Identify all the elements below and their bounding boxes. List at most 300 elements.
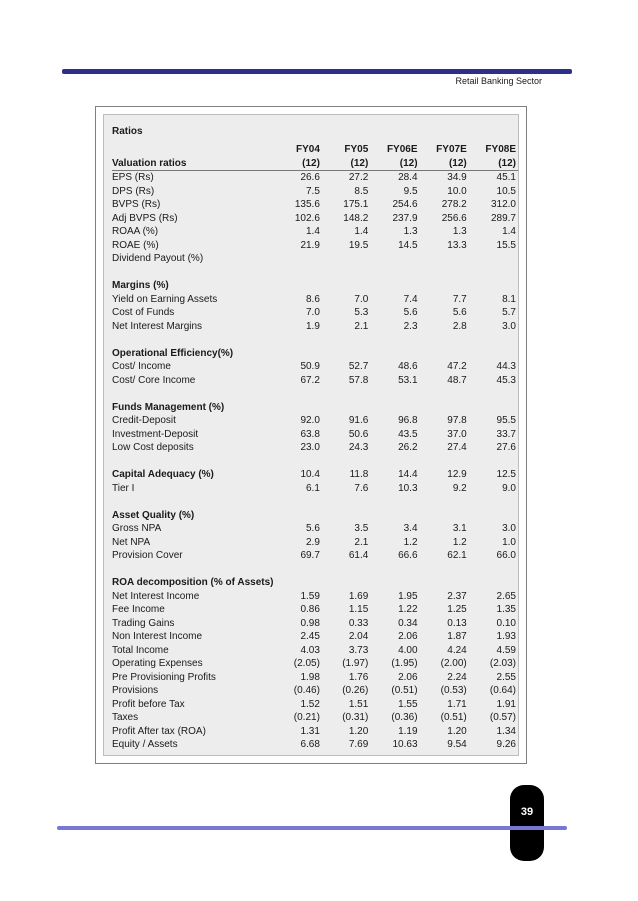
- table-row: [112, 603, 518, 617]
- row-value: [322, 495, 370, 509]
- row-value: (12): [322, 157, 370, 171]
- row-value: [469, 509, 518, 523]
- row-value: 2.65: [496, 590, 516, 602]
- row-value: 1.93: [496, 631, 516, 642]
- column-header: FY08E: [485, 144, 516, 155]
- row-value: [274, 455, 322, 469]
- row-value: 27.4: [447, 442, 467, 453]
- table-row: [112, 306, 518, 320]
- row-value: 289.7: [490, 212, 516, 224]
- row-value: [469, 563, 518, 577]
- row-label: Total Income: [112, 644, 169, 656]
- row-value: 21.9: [300, 239, 320, 251]
- row-value: 1.25: [447, 604, 467, 615]
- row-label: ROA decomposition (% of Assets): [112, 577, 274, 588]
- table-row: [112, 320, 518, 334]
- row-value: 10.0: [447, 185, 467, 197]
- row-value: 2.1: [354, 320, 369, 332]
- row-value: 4.59: [496, 644, 516, 656]
- row-label: BVPS (Rs): [112, 199, 161, 210]
- row-value: [370, 333, 419, 347]
- row-value: 9.26: [496, 739, 516, 750]
- row-value: (0.64): [489, 685, 516, 696]
- section-header-row: [112, 279, 518, 293]
- row-value: 1.4: [502, 226, 516, 237]
- row-label: Asset Quality (%): [112, 509, 195, 521]
- row-value: 92.0: [300, 415, 320, 426]
- section-header-row: [112, 401, 518, 415]
- row-value: [420, 387, 469, 401]
- row-value: [420, 509, 469, 523]
- row-value: 34.9: [447, 172, 467, 183]
- row-value: [370, 563, 419, 577]
- row-value: [370, 347, 419, 361]
- row-value: [322, 266, 370, 280]
- row-label: Operating Expenses: [112, 658, 203, 669]
- row-value: 50.9: [300, 361, 320, 372]
- row-value: 57.8: [348, 374, 369, 386]
- section-header-row: [112, 157, 518, 171]
- table-row: [112, 293, 518, 307]
- row-label: [112, 563, 274, 577]
- section-header-row: [112, 347, 518, 361]
- row-value: 14.5: [398, 239, 418, 251]
- row-value: [322, 576, 370, 590]
- row-label: Adj BVPS (Rs): [112, 212, 178, 224]
- row-value: (0.21): [293, 712, 320, 723]
- row-value: 63.8: [300, 428, 320, 440]
- row-value: (0.36): [391, 712, 418, 723]
- row-value: 7.0: [354, 293, 369, 305]
- row-value: 0.86: [300, 604, 320, 615]
- row-value: (2.05): [293, 658, 320, 669]
- row-label: [112, 266, 274, 280]
- row-value: 0.10: [496, 617, 516, 629]
- row-value: 2.24: [447, 671, 467, 683]
- row-value: [420, 266, 469, 280]
- spacer-row: [112, 266, 518, 280]
- row-value: [274, 333, 322, 347]
- row-value: 1.2: [403, 536, 418, 548]
- row-value: 312.0: [490, 199, 516, 210]
- spacer-row: [112, 387, 518, 401]
- row-value: [274, 576, 322, 590]
- row-value: (12): [370, 157, 419, 171]
- row-value: 26.6: [300, 172, 320, 183]
- column-header-row: [112, 143, 518, 157]
- row-label: Non Interest Income: [112, 631, 203, 642]
- table-row: [112, 198, 518, 212]
- row-value: [370, 401, 419, 415]
- table-row: [112, 630, 518, 644]
- row-value: 278.2: [441, 199, 467, 210]
- row-value: 0.98: [300, 617, 320, 629]
- spacer-row: [112, 563, 518, 577]
- row-value: 2.45: [300, 631, 320, 642]
- row-value: [322, 455, 370, 469]
- row-value: 43.5: [398, 428, 418, 440]
- row-value: 28.4: [398, 172, 418, 183]
- row-value: 13.3: [447, 239, 467, 251]
- row-value: 4.24: [447, 644, 467, 656]
- row-value: [420, 347, 469, 361]
- row-value: 2.9: [306, 536, 320, 548]
- row-value: 69.7: [300, 550, 320, 561]
- row-value: 1.3: [452, 226, 467, 237]
- row-value: 1.35: [496, 604, 516, 615]
- row-value: [420, 495, 469, 509]
- row-value: 4.00: [398, 644, 418, 656]
- row-value: 15.5: [496, 239, 516, 251]
- table-row: [112, 239, 518, 253]
- row-value: 1.71: [447, 698, 467, 710]
- row-label: Cost/ Core Income: [112, 374, 196, 386]
- row-value: 53.1: [398, 374, 418, 386]
- row-value: [274, 266, 322, 280]
- row-value: 96.8: [398, 415, 418, 426]
- row-value: [469, 387, 518, 401]
- row-value: 1.0: [502, 536, 516, 548]
- row-value: 44.3: [496, 361, 516, 372]
- row-value: [322, 401, 370, 415]
- row-value: (0.51): [391, 685, 418, 696]
- section-header-row: [112, 468, 518, 482]
- row-value: [322, 563, 370, 577]
- table-row: [112, 657, 518, 671]
- row-value: 2.37: [447, 590, 467, 602]
- row-value: [322, 333, 370, 347]
- ratios-panel-inner: [103, 114, 519, 756]
- row-label: Cost of Funds: [112, 307, 175, 318]
- row-value: 2.1: [354, 536, 369, 548]
- column-header-blank: [112, 143, 274, 157]
- column-header: FY06E: [386, 144, 418, 155]
- row-label: Net Interest Income: [112, 590, 200, 602]
- row-label: ROAE (%): [112, 239, 159, 251]
- row-value: 5.7: [502, 307, 516, 318]
- row-value: (12): [469, 157, 518, 171]
- table-row: [112, 374, 518, 388]
- row-value: 1.91: [496, 698, 516, 710]
- section-header-row: [112, 576, 518, 590]
- row-value: 9.54: [447, 739, 467, 750]
- row-value: 254.6: [392, 199, 418, 210]
- row-value: 24.3: [348, 442, 369, 453]
- panel-title: Ratios: [112, 126, 143, 137]
- table-row: [112, 171, 518, 185]
- row-value: [274, 509, 322, 523]
- row-value: [469, 495, 518, 509]
- row-value: [469, 252, 518, 266]
- row-value: 9.0: [502, 482, 516, 494]
- spacer-row: [112, 495, 518, 509]
- row-value: 45.1: [496, 172, 516, 183]
- row-label: [112, 333, 274, 347]
- column-header: FY04: [296, 144, 320, 155]
- table-row: [112, 482, 518, 496]
- row-label: [112, 387, 274, 401]
- row-value: 48.7: [447, 374, 467, 386]
- row-value: [322, 347, 370, 361]
- row-value: [274, 563, 322, 577]
- row-value: [370, 252, 419, 266]
- row-value: 91.6: [348, 415, 369, 426]
- row-value: 1.3: [403, 226, 418, 237]
- section-header-row: [112, 509, 518, 523]
- row-value: 8.6: [306, 293, 320, 305]
- row-label: Trading Gains: [112, 617, 175, 629]
- row-label: DPS (Rs): [112, 185, 155, 197]
- row-value: [469, 347, 518, 361]
- row-value: 2.06: [398, 631, 418, 642]
- row-label: Valuation ratios: [112, 157, 274, 171]
- row-value: 95.5: [496, 415, 516, 426]
- row-value: 1.98: [300, 671, 320, 683]
- table-row: [112, 725, 518, 739]
- row-label: ROAA (%): [112, 226, 159, 237]
- row-value: 6.68: [300, 739, 320, 750]
- table-row: [112, 549, 518, 563]
- table-row: [112, 536, 518, 550]
- row-value: 175.1: [343, 199, 369, 210]
- row-value: 9.5: [403, 185, 418, 197]
- row-label: Net Interest Margins: [112, 320, 203, 332]
- column-header: FY05: [344, 144, 369, 155]
- row-value: 1.55: [398, 698, 418, 710]
- row-value: 1.87: [447, 631, 467, 642]
- row-value: 14.4: [398, 469, 418, 480]
- table-row: [112, 212, 518, 226]
- page-number: 39: [520, 806, 534, 818]
- row-value: 19.5: [348, 239, 369, 251]
- row-value: 256.6: [441, 212, 467, 224]
- spacer-row: [112, 333, 518, 347]
- row-value: 10.4: [300, 469, 320, 480]
- row-value: 0.33: [348, 617, 369, 629]
- row-label: [112, 495, 274, 509]
- page-number-tab: [510, 785, 544, 861]
- row-value: 7.6: [354, 482, 369, 494]
- row-value: 1.20: [348, 725, 369, 737]
- row-value: 2.8: [452, 320, 467, 332]
- row-value: 3.5: [354, 523, 369, 534]
- table-row: [112, 671, 518, 685]
- row-value: (12): [420, 157, 469, 171]
- row-value: [469, 455, 518, 469]
- row-value: [370, 455, 419, 469]
- row-label: Net NPA: [112, 536, 151, 548]
- row-value: [469, 401, 518, 415]
- row-value: 10.5: [496, 185, 516, 197]
- row-value: (2.03): [489, 658, 516, 669]
- row-value: [370, 266, 419, 280]
- row-value: 1.76: [348, 671, 369, 683]
- row-value: 3.1: [452, 523, 467, 534]
- table-row: [112, 698, 518, 712]
- row-value: [370, 576, 419, 590]
- row-value: 61.4: [348, 550, 369, 561]
- row-value: 7.7: [452, 293, 467, 305]
- row-value: 5.3: [354, 307, 369, 318]
- table-row: [112, 441, 518, 455]
- row-value: [274, 401, 322, 415]
- row-value: [322, 252, 370, 266]
- row-value: 7.69: [348, 739, 369, 750]
- row-value: 5.6: [403, 307, 418, 318]
- row-value: 1.95: [398, 590, 418, 602]
- row-value: 97.8: [447, 415, 467, 426]
- row-value: [469, 333, 518, 347]
- row-value: [420, 333, 469, 347]
- row-value: 7.4: [403, 293, 418, 305]
- row-label: Provisions: [112, 685, 159, 696]
- row-value: 4.03: [300, 644, 320, 656]
- row-label: Operational Efficiency(%): [112, 347, 234, 359]
- row-value: 62.1: [447, 550, 467, 561]
- row-value: [322, 279, 370, 293]
- row-value: [370, 279, 419, 293]
- row-value: (0.26): [342, 685, 369, 696]
- row-value: 67.2: [300, 374, 320, 386]
- header-title: Retail Banking Sector: [455, 76, 542, 86]
- row-value: 1.52: [300, 698, 320, 710]
- row-label: Gross NPA: [112, 523, 162, 534]
- row-value: 1.34: [496, 725, 516, 737]
- row-value: [420, 252, 469, 266]
- row-value: [274, 387, 322, 401]
- table-row: [112, 738, 518, 752]
- row-value: 8.5: [354, 185, 369, 197]
- row-value: [274, 495, 322, 509]
- row-value: 1.69: [348, 590, 369, 602]
- row-value: 3.0: [502, 320, 516, 332]
- row-value: (0.31): [342, 712, 369, 723]
- row-value: 148.2: [343, 212, 369, 224]
- row-value: 2.3: [403, 320, 418, 332]
- row-label: Equity / Assets: [112, 739, 178, 750]
- row-value: [420, 576, 469, 590]
- row-value: (12): [274, 157, 322, 171]
- row-label: Pre Provisioning Profits: [112, 671, 216, 683]
- row-value: [469, 279, 518, 293]
- row-value: [274, 347, 322, 361]
- row-value: [274, 279, 322, 293]
- row-value: [420, 401, 469, 415]
- row-label: Fee Income: [112, 604, 165, 615]
- row-value: 33.7: [496, 428, 516, 440]
- row-label: [112, 455, 274, 469]
- row-value: 12.9: [447, 469, 467, 480]
- row-label: Dividend Payout (%): [112, 253, 204, 264]
- row-value: 1.15: [348, 604, 369, 615]
- table-row: [112, 617, 518, 631]
- row-value: 1.20: [447, 725, 467, 737]
- row-value: 47.2: [447, 361, 467, 372]
- row-value: 52.7: [348, 361, 369, 372]
- ratios-table: [112, 143, 518, 752]
- row-value: (0.57): [489, 712, 516, 723]
- row-value: 102.6: [294, 212, 320, 224]
- row-value: 135.6: [294, 199, 320, 210]
- row-value: 1.59: [300, 590, 320, 602]
- table-row: [112, 684, 518, 698]
- row-value: 0.13: [447, 617, 467, 629]
- table-row: [112, 522, 518, 536]
- table-row: [112, 225, 518, 239]
- row-label: Profit before Tax: [112, 698, 185, 710]
- row-label: Margins (%): [112, 280, 169, 291]
- row-value: [322, 387, 370, 401]
- row-label: Capital Adequacy (%): [112, 469, 214, 480]
- table-row: [112, 428, 518, 442]
- table-row: [112, 644, 518, 658]
- row-value: [469, 266, 518, 280]
- row-value: 1.4: [354, 226, 369, 237]
- row-value: [370, 387, 419, 401]
- row-value: 1.19: [398, 725, 418, 737]
- ratios-panel: [95, 106, 527, 764]
- row-value: 2.04: [348, 631, 369, 642]
- row-label: Yield on Earning Assets: [112, 293, 218, 305]
- row-value: (0.46): [293, 685, 320, 696]
- row-value: 10.3: [398, 482, 418, 494]
- row-value: 8.1: [502, 293, 516, 305]
- table-row: [112, 360, 518, 374]
- row-label: Low Cost deposits: [112, 442, 194, 453]
- row-value: 66.0: [496, 550, 516, 561]
- row-value: 48.6: [398, 361, 418, 372]
- row-label: Provision Cover: [112, 550, 183, 561]
- row-value: 27.6: [496, 442, 516, 453]
- row-value: 1.22: [398, 604, 418, 615]
- row-label: Cost/ Income: [112, 361, 171, 372]
- row-value: 27.2: [348, 172, 369, 183]
- header-rule: [62, 69, 572, 74]
- row-value: 3.0: [502, 523, 516, 534]
- row-value: [469, 576, 518, 590]
- footer-rule: [57, 826, 567, 830]
- row-value: 1.9: [306, 320, 320, 332]
- row-value: (0.53): [440, 685, 467, 696]
- row-value: 5.6: [306, 523, 320, 534]
- row-value: 11.8: [349, 469, 369, 480]
- row-value: (0.51): [440, 712, 467, 723]
- row-label: Taxes: [112, 712, 139, 723]
- row-label: Credit-Deposit: [112, 415, 176, 426]
- row-label: EPS (Rs): [112, 172, 154, 183]
- row-value: 2.06: [398, 671, 418, 683]
- row-value: 2.55: [496, 671, 516, 683]
- table-row: [112, 590, 518, 604]
- row-value: 66.6: [398, 550, 418, 561]
- row-value: 45.3: [496, 374, 516, 386]
- row-value: 1.2: [452, 536, 467, 548]
- row-value: [274, 252, 322, 266]
- row-value: [420, 279, 469, 293]
- row-value: 7.5: [306, 185, 320, 197]
- row-value: 23.0: [300, 442, 320, 453]
- row-value: 50.6: [348, 428, 369, 440]
- row-value: 37.0: [447, 428, 467, 440]
- row-label: Investment-Deposit: [112, 428, 199, 440]
- row-value: 3.4: [403, 523, 418, 534]
- row-label: Funds Management (%): [112, 401, 225, 413]
- row-value: 12.5: [496, 469, 516, 480]
- spacer-row: [112, 455, 518, 469]
- row-value: (1.97): [342, 658, 369, 669]
- row-value: 1.31: [300, 725, 320, 737]
- row-label: Tier I: [112, 482, 135, 494]
